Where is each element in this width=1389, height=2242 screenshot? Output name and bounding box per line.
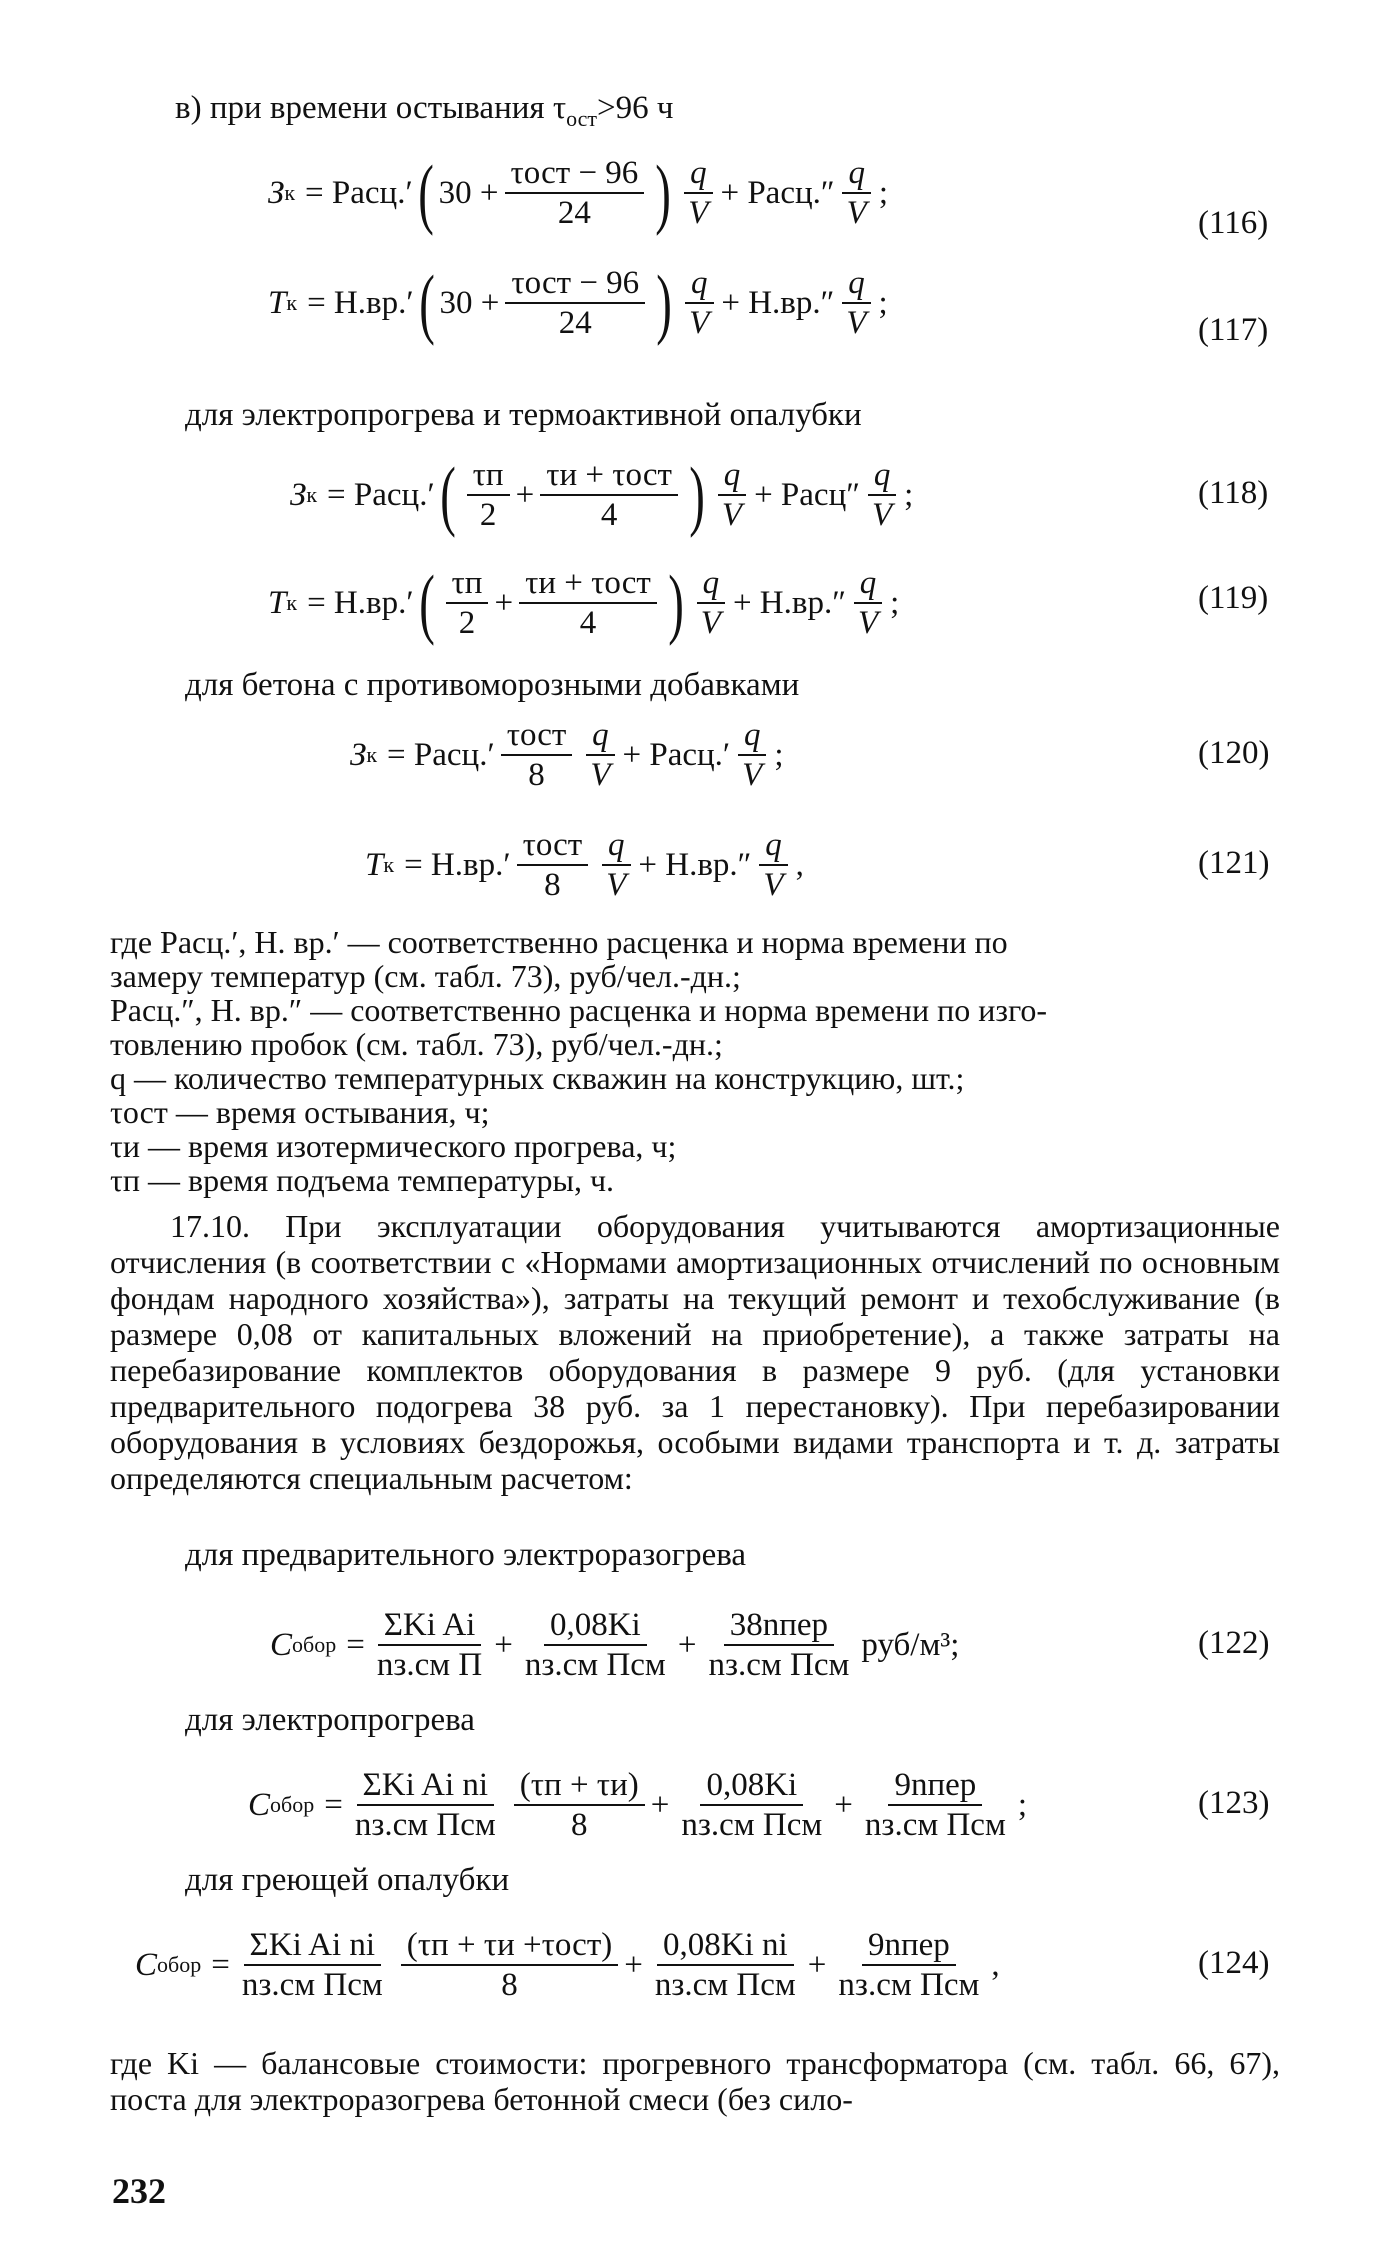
definition-line: τи — время изотермического прогрева, ч;	[110, 1128, 677, 1164]
intro-line: в) при времени остывания $\tau_{ост}>96$ ч	[175, 90, 674, 131]
formula-118: З к = Расц.′ ( $\frac{\tau п}{2}$ + $\frac{\text{τи + τост}}{4}$ ) $\frac{q}{V}$ + Расц″ $\frac{q}{V}$ ;	[290, 451, 914, 538]
paragraph-17-10: 17.10. При эксплуатации оборудования учитываются амортизационные отчисления (в соответствии с «Нормами амортизационных отчислений по основным фондам народного хозяйства»), затраты на текущий ремонт и техобслуживание (в размере 0,08 от капитальных вложений на приобретение), а также затраты на перебазирование комплектов оборудования в размере 9 руб. (для установки предварительного подогрева 38 руб. за 1 перестановку). При перебазировании оборудования в условиях бездорожья, особыми видами транспорта и т. д. затраты определяются специальным расчетом:	[110, 1208, 1280, 1496]
definition-line: τост — время остывания, ч;	[110, 1094, 490, 1130]
formula-120: З к = Расц.′ $\frac{\text{τост}}{8}$ $\frac{q}{V}$ + Расц.′ $\frac{q}{V}$ ;	[350, 717, 784, 793]
definition-line: Расц.″, Н. вр.″ — соответственно расценка и норма времени по изго-	[110, 992, 1048, 1028]
equation-number: (123)	[1198, 1785, 1270, 1821]
definition-line: q — количество температурных скважин на конструкцию, шт.;	[110, 1060, 965, 1096]
label-electroheat: для электропрогрева	[185, 1702, 475, 1738]
fraction: $\frac{\text{τост − 96}}{24}$	[505, 154, 645, 232]
equation-number: (124)	[1198, 1945, 1270, 1981]
formula-119: T к = Н.вр.′ ( $\frac{\tau п}{2}$ + $\frac{\text{τи + τост}}{4}$ ) $\frac{q}{V}$ + Н.вр.″ $\frac{q}{V}$ ;	[268, 559, 900, 646]
equation-number: (116)	[1198, 205, 1269, 241]
definition-line: где Расц.′, Н. вр.′ — соответственно расценка и норма времени по	[110, 924, 1008, 960]
formula-122: C обор = $\frac{\text{ΣKi Ai}}{\text{nз.см П}}$ + $\frac{0,08Ki}{\text{nз.см Псм}}$ + $\frac{\text{38nпер}}{\text{nз.см Псм}}$ руб/м³;	[270, 1607, 960, 1683]
equation-number: (119)	[1198, 580, 1269, 616]
label-electro-thermo: для электропрогрева и термоактивной опалубки	[185, 397, 862, 433]
page-number: 232	[112, 2171, 166, 2211]
formula-116: З к = Расц.′ ( 30 + $\frac{\text{τост − 96}}{24}$ ) $\frac{q}{V}$ + Расц.″ $\frac{q}{V}$ ;	[268, 149, 888, 236]
equation-number: (122)	[1198, 1625, 1270, 1661]
label-antifreeze: для бетона с противоморозными добавками	[185, 667, 800, 703]
label-preheat: для предварительного электроразогрева	[185, 1537, 747, 1573]
label-heating-formwork: для греющей опалубки	[185, 1862, 510, 1898]
formula-124: C обор = $\frac{\text{ΣKi Ai ni}}{\text{nз.см Псм}}$ $\frac{\text{(τп + τи +τост)}}{8}$ + $\frac{\text{0,08Ki ni}}{\text{nз.см Псм}}$ + $\frac{\text{9nпер}}{\text{nз.см Псм}}$ ,	[135, 1927, 1000, 2003]
equation-number: (120)	[1198, 735, 1270, 771]
formula-117: T к = Н.вр.′ ( 30 + $\frac{\text{τост − 96}}{24}$ ) $\frac{q}{V}$ + Н.вр.″ $\frac{q}{V}$ ;	[268, 259, 888, 346]
equation-number: (121)	[1198, 845, 1270, 881]
definition-line: замеру температур (см. табл. 73), руб/чел.-дн.;	[110, 958, 741, 994]
definition-line: товлению пробок (см. табл. 73), руб/чел.-дн.;	[110, 1026, 723, 1062]
equation-number: (117)	[1198, 312, 1269, 348]
footer-definition: где Ki — балансовые стоимости: прогревного трансформатора (см. табл. 66, 67), поста для электроразогрева бетонной смеси (без сило-	[110, 2045, 1280, 2117]
definition-line: τп — время подъема температуры, ч.	[110, 1162, 615, 1198]
formula-123: C обор = $\frac{\text{ΣKi Ai ni}}{\text{nз.см Псм}}$ $\frac{(\tau п + \tau и)}{8}$ + $\frac{0,08Ki}{\text{nз.см Псм}}$ + $\frac{\text{9nпер}}{\text{nз.см Псм}}$ ;	[248, 1767, 1028, 1843]
definitions-list	[110, 925, 1290, 1197]
equation-number: (118)	[1198, 475, 1269, 511]
formula-121: T к = Н.вр.′ $\frac{\text{τост}}{8}$ $\frac{q}{V}$ + Н.вр.″ $\frac{q}{V}$ ,	[365, 827, 804, 903]
